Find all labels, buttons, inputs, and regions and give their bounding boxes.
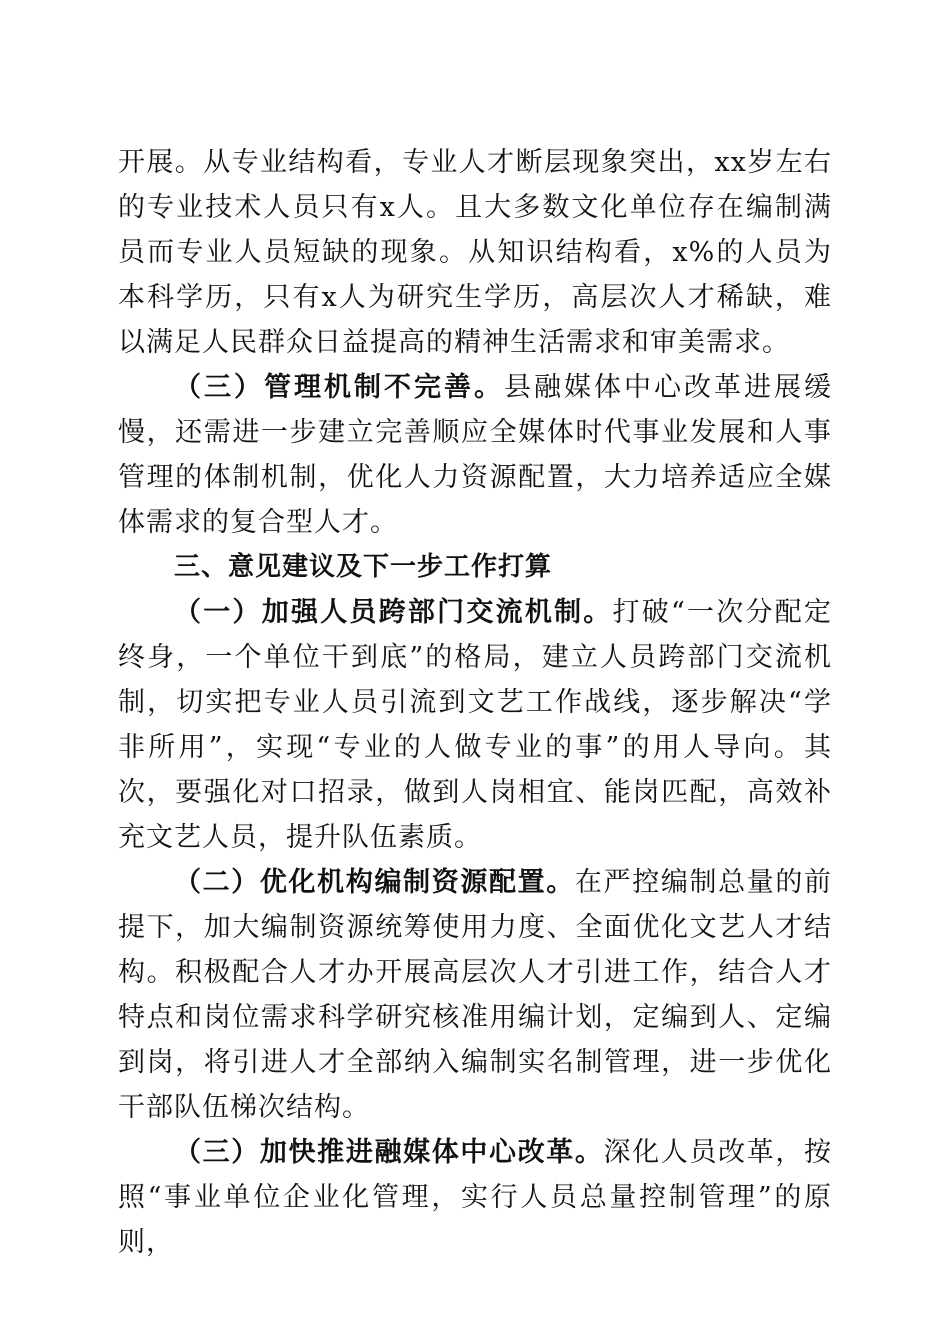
paragraph-management-mechanism bbox=[118, 365, 832, 545]
section-heading: 三、意见建议及下一步工作打算 bbox=[174, 552, 553, 582]
item-lead: （一）加强人员跨部门交流机制。 bbox=[174, 597, 613, 628]
paragraph-lead: （三）管理机制不完善。 bbox=[174, 372, 504, 403]
document-body bbox=[118, 140, 832, 1265]
item-lead: （二）优化机构编制资源配置。 bbox=[174, 867, 575, 898]
paragraph-text: 县融媒体中心改革进展缓慢，还需进一步建立完善顺应全媒体时代事业发展和人事管理的体制机制，优化人力资源配置，大力培养适应全媒体需求的复合型人才。 bbox=[118, 372, 832, 538]
item-media-center-reform bbox=[118, 1130, 832, 1265]
item-text: 深化人员改革，按照“事业单位企业化管理，实行人员总量控制管理”的原则， bbox=[118, 1137, 833, 1258]
item-staffing-resources bbox=[118, 860, 832, 1130]
paragraph-talent-structure bbox=[118, 140, 832, 365]
item-cross-department-exchange bbox=[118, 590, 832, 860]
item-lead: （三）加快推进融媒体中心改革。 bbox=[174, 1137, 604, 1168]
item-text: 打破“一次分配定终身，一个单位干到底”的格局，建立人员跨部门交流机制，切实把专业人员引流到文艺工作战线，逐步解决“学非所用”，实现“专业的人做专业的事”的用人导向。其次，要强化对口招录，做到人岗相宜、能岗匹配，高效补充文艺人员，提升队伍素质。 bbox=[118, 597, 833, 853]
item-text: 在严控编制总量的前提下，加大编制资源统筹使用力度、全面优化文艺人才结构。积极配合人才办开展高层次人才引进工作，结合人才特点和岗位需求科学研究核准用编计划，定编到人、定编到岗，将引进人才全部纳入编制实名制管理，进一步优化干部队伍梯次结构。 bbox=[118, 867, 833, 1123]
paragraph-text: 开展。从专业结构看，专业人才断层现象突出，xx岁左右的专业技术人员只有x人。且大多数文化单位存在编制满员而专业人员短缺的现象。从知识结构看，x%的人员为本科学历，只有x人为研究生学历，高层次人才稀缺，难以满足人民群众日益提高的精神生活需求和审美需求。 bbox=[118, 147, 832, 358]
